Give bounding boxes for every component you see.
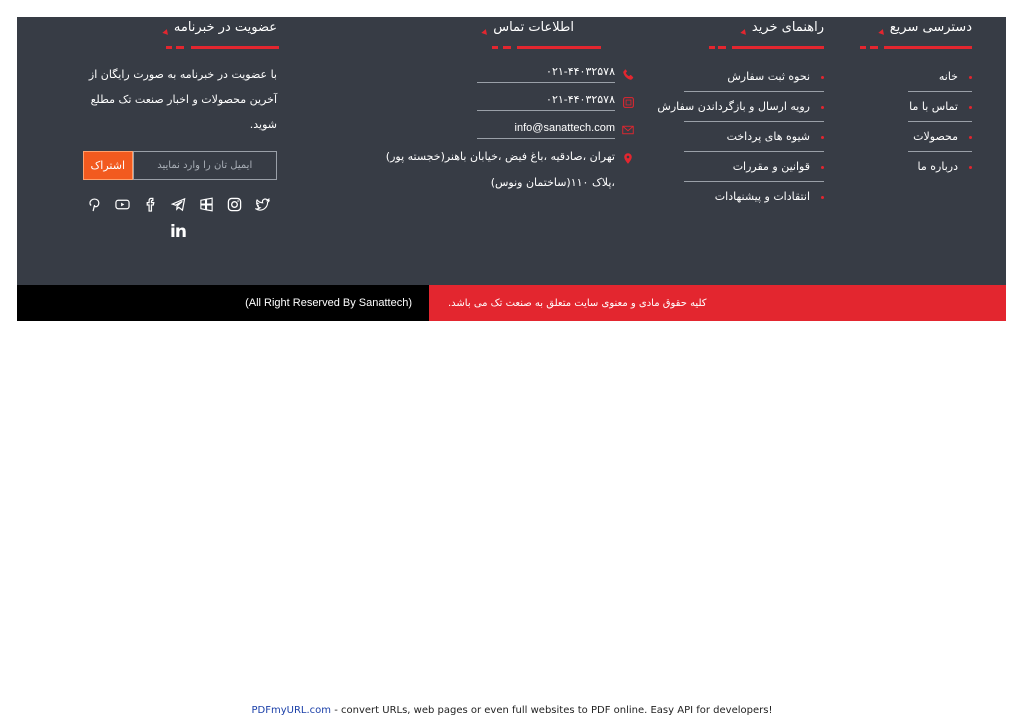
buy-guide-menu bbox=[657, 62, 824, 212]
contact-fax-row bbox=[331, 88, 635, 116]
quick-access-column bbox=[860, 17, 972, 182]
pdf-watermark bbox=[0, 705, 1024, 716]
quick-access-heading bbox=[860, 17, 972, 39]
contact-column bbox=[331, 17, 615, 189]
email-field[interactable] bbox=[133, 151, 278, 180]
site-footer bbox=[17, 17, 1006, 285]
newsletter-title: عضویت در خبرنامه bbox=[173, 20, 277, 35]
buy-guide-column bbox=[657, 17, 824, 212]
phone-icon bbox=[621, 67, 635, 81]
menu-item-contact[interactable]: تماس با ما bbox=[908, 92, 972, 122]
map-pin-icon bbox=[621, 151, 635, 165]
twitter-icon[interactable] bbox=[255, 197, 270, 212]
subscribe-button[interactable]: اشتراک bbox=[83, 151, 133, 180]
newsletter-form bbox=[79, 151, 277, 180]
pdfmyurl-link[interactable]: PDFmyURL.com bbox=[251, 705, 332, 716]
contact-email[interactable]: info@sanattech.com bbox=[477, 122, 615, 139]
contact-address-line2: ،پلاک ۱۱۰(ساختمان ونوس) bbox=[490, 176, 615, 189]
quick-access-menu bbox=[908, 62, 972, 182]
contact-address-line1: تهران ،صادقیه ،باغ فیض ،خیابان باهنر(خجسته پور) bbox=[385, 149, 615, 163]
quick-access-title: دسترسی سریع bbox=[889, 20, 972, 35]
buy-guide-title: راهنمای خرید bbox=[751, 20, 824, 35]
copyright-bar-fa bbox=[429, 285, 1006, 321]
red-triangle-icon bbox=[740, 28, 747, 35]
youtube-icon[interactable] bbox=[115, 197, 130, 212]
contact-address-row bbox=[331, 144, 635, 172]
menu-item-shipping-returns[interactable]: رویه ارسال و بازگرداندن سفارش bbox=[684, 92, 824, 122]
copyright-text-fa: کلیه حقوق مادی و معنوی سایت متعلق به صنعت تک می باشد. bbox=[448, 297, 707, 309]
menu-item-order-guide[interactable]: نحوه ثبت سفارش bbox=[684, 62, 824, 92]
heading-underline bbox=[331, 46, 601, 50]
contact-title: اطلاعات تماس bbox=[493, 20, 574, 35]
menu-item-feedback[interactable]: انتقادات و پیشنهادات bbox=[684, 182, 824, 212]
buy-guide-heading bbox=[709, 17, 824, 39]
contact-fax[interactable]: ۰۲۱-۴۴۰۳۲۵۷۸ bbox=[477, 93, 615, 111]
social-links bbox=[79, 197, 277, 212]
menu-item-payment-methods[interactable]: شیوه های پرداخت bbox=[684, 122, 824, 152]
heading-underline bbox=[709, 46, 824, 50]
menu-item-products[interactable]: محصولات bbox=[908, 122, 972, 152]
windows-icon[interactable] bbox=[199, 197, 214, 212]
contact-phone[interactable]: ۰۲۱-۴۴۰۳۲۵۷۸ bbox=[477, 65, 615, 83]
contact-heading bbox=[331, 17, 574, 39]
red-triangle-icon bbox=[878, 28, 885, 35]
red-triangle-icon bbox=[162, 28, 169, 35]
red-triangle-icon bbox=[482, 28, 489, 35]
linkedin-icon[interactable]: in bbox=[170, 222, 186, 242]
copyright-text-en: (All Right Reserved By Sanattech) bbox=[245, 297, 412, 309]
envelope-icon bbox=[621, 123, 635, 137]
pinterest-icon[interactable] bbox=[87, 197, 102, 212]
heading-underline bbox=[79, 46, 277, 50]
newsletter-column bbox=[79, 17, 277, 242]
instagram-icon[interactable] bbox=[227, 197, 242, 212]
newsletter-text: با عضویت در خبرنامه به صورت رایگان از آخرین محصولات و اخبار صنعت تک مطلع شوید. bbox=[88, 68, 277, 131]
facebook-icon[interactable] bbox=[143, 197, 158, 212]
heading-underline bbox=[860, 46, 972, 50]
menu-item-home[interactable]: خانه bbox=[908, 62, 972, 92]
menu-item-rules[interactable]: قوانین و مقررات bbox=[684, 152, 824, 182]
copyright-bar-en bbox=[17, 285, 429, 321]
menu-item-about[interactable]: درباره ما bbox=[908, 152, 972, 182]
contact-email-row bbox=[331, 116, 635, 144]
fax-icon bbox=[621, 95, 635, 109]
contact-list bbox=[331, 60, 635, 189]
pdf-note-text: - convert URLs, web pages or even full websites to PDF online. Easy API for developers! bbox=[331, 705, 773, 716]
newsletter-heading bbox=[79, 17, 277, 39]
telegram-icon[interactable] bbox=[171, 197, 186, 212]
contact-phone-row bbox=[331, 60, 635, 88]
